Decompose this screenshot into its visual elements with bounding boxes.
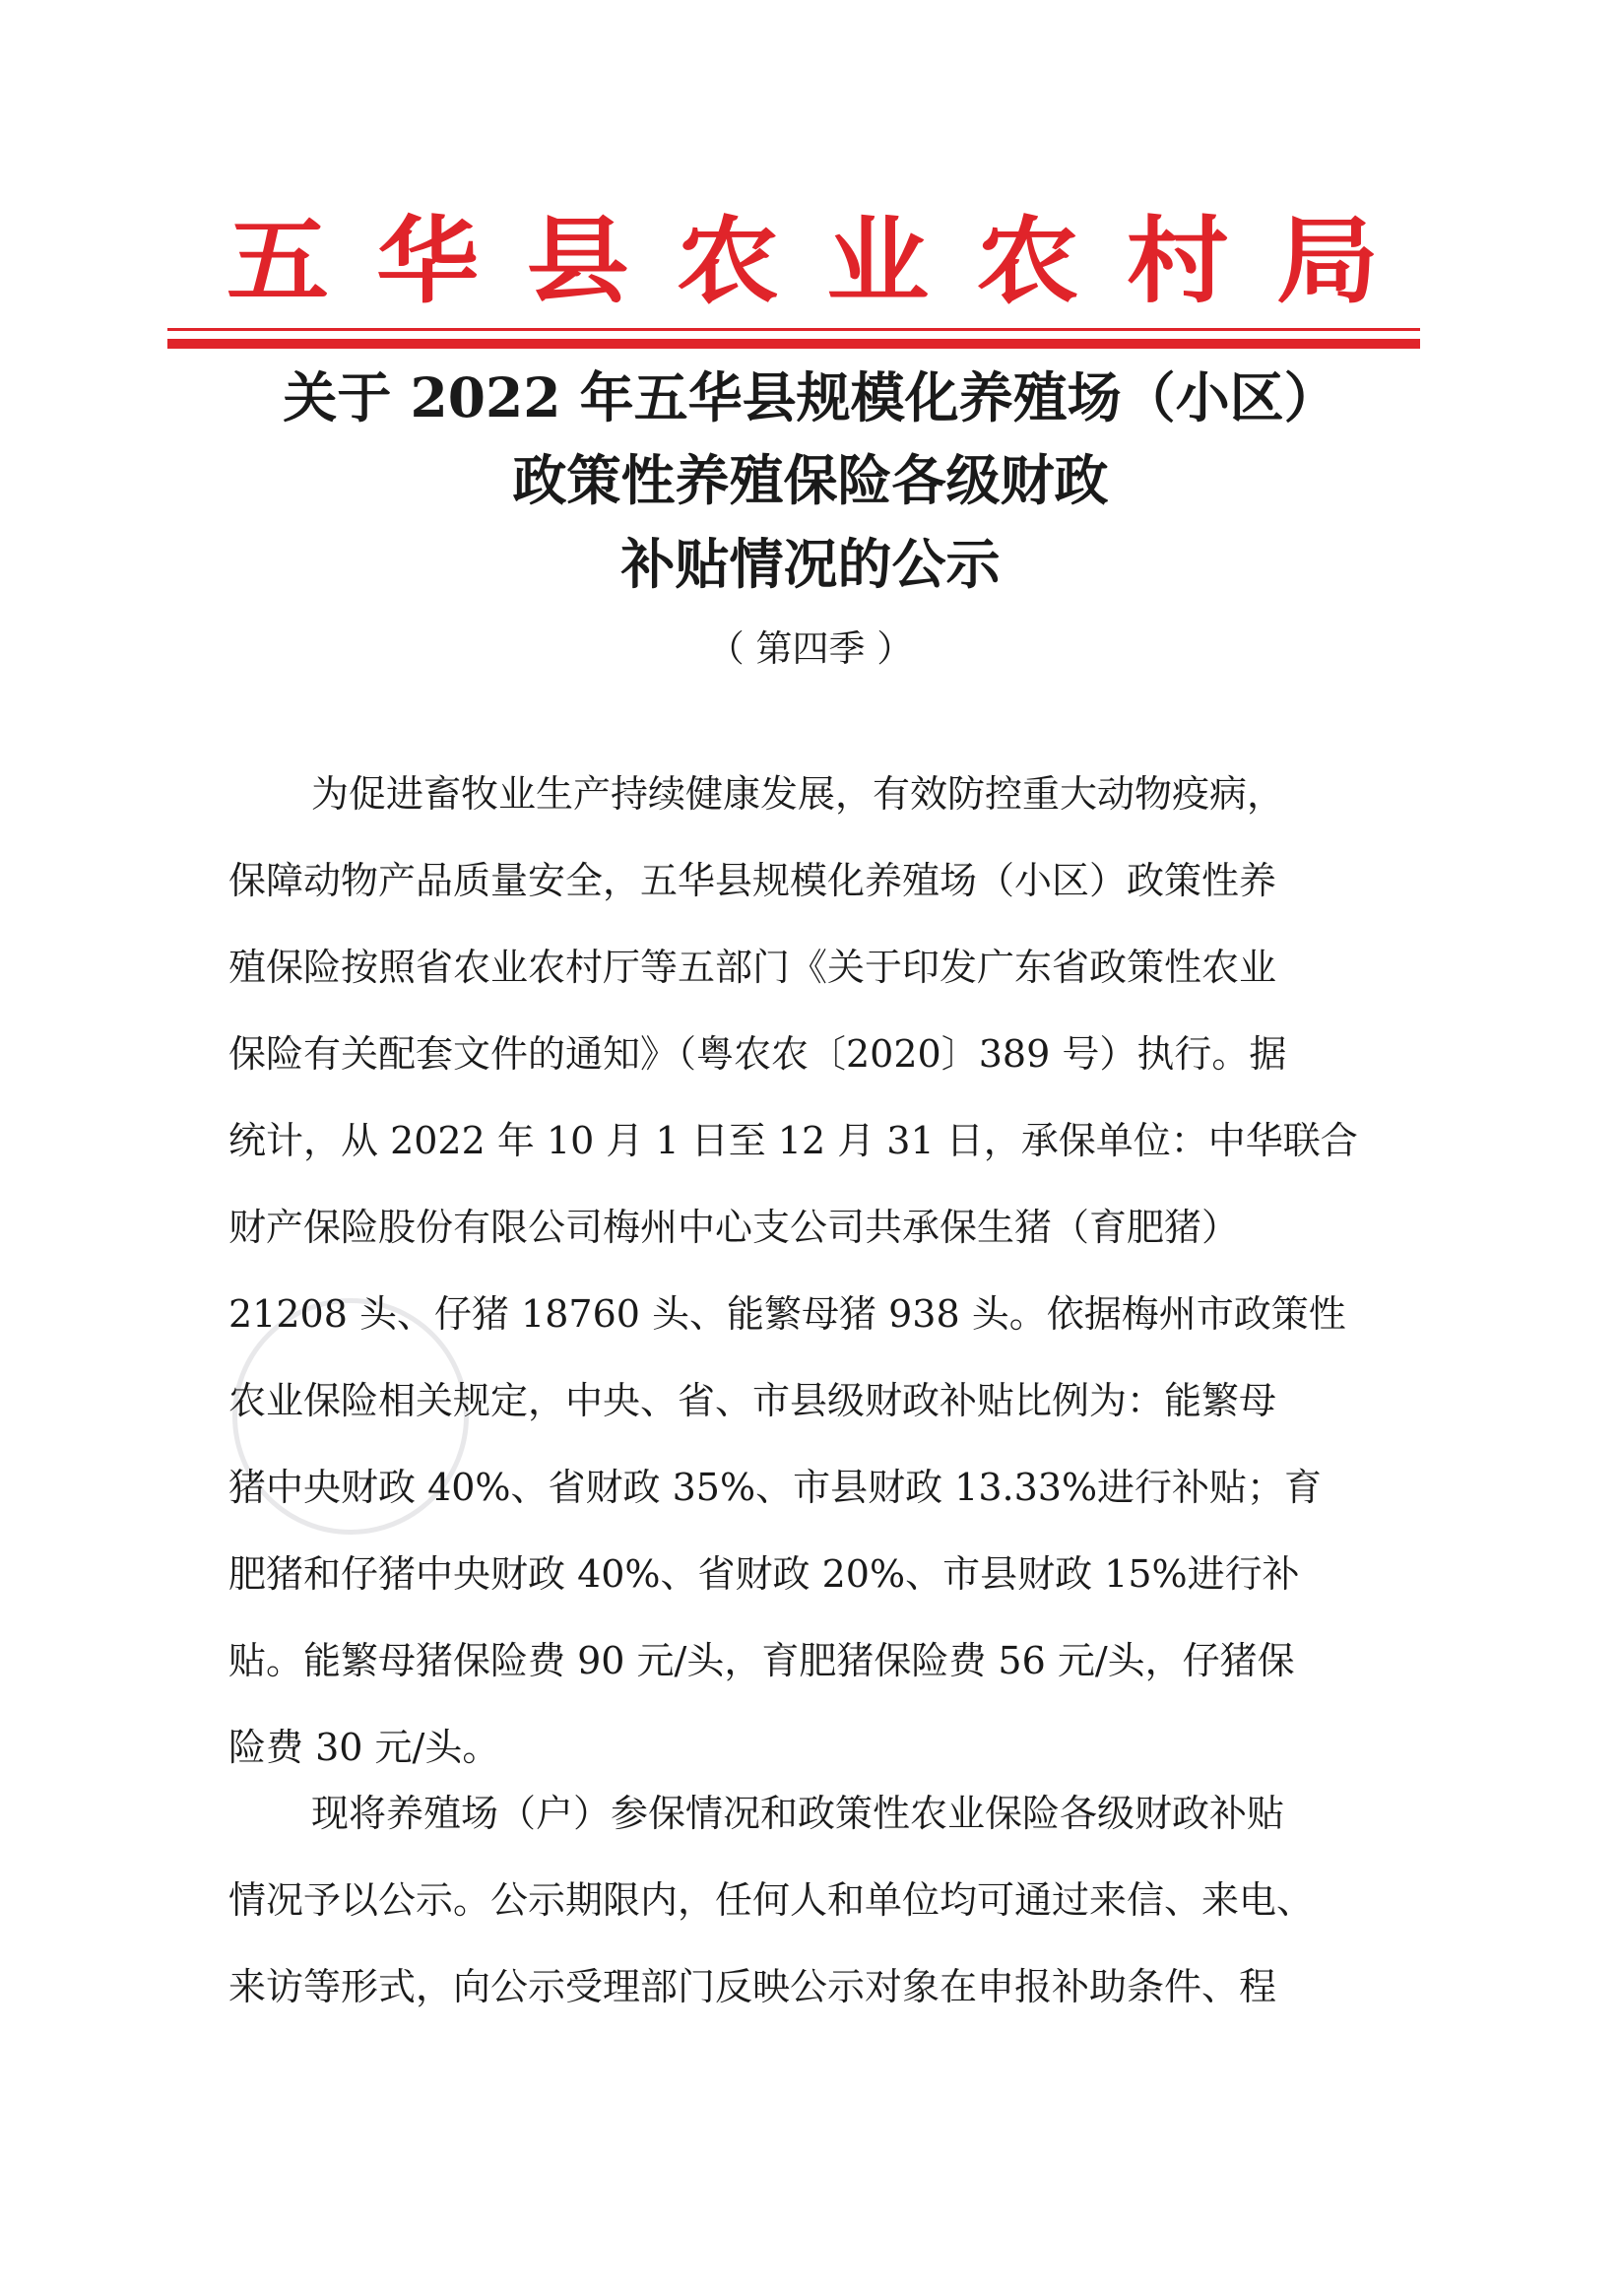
- body-paragraph-1: [228, 751, 1371, 1791]
- document-title-line-2: 政策性养殖保险各级财政: [512, 448, 1109, 512]
- body-paragraph-2: [228, 1770, 1371, 2030]
- paragraph-line: 肥猪和仔猪中央财政 40%、省财政 20%、市县财政 15%进行补: [228, 1552, 1300, 1596]
- org-char: 华: [376, 205, 480, 317]
- org-char: 县: [526, 205, 629, 317]
- paragraph-line: 贴。能繁母猪保险费 90 元/头，育肥猪保险费 56 元/头，仔猪保: [228, 1639, 1295, 1682]
- org-char: 业: [826, 205, 930, 317]
- paragraph-line: 21208 头、仔猪 18760 头、能繁母猪 938 头。依据梅州市政策性: [228, 1292, 1346, 1336]
- document-title-line-3: 补贴情况的公示: [620, 532, 1001, 596]
- header-divider-thick: [167, 339, 1420, 349]
- org-char: 农: [676, 205, 779, 317]
- org-char: 农: [976, 205, 1079, 317]
- paragraph-line: 保险有关配套文件的通知》（粤农农〔2020〕389 号）执行。据: [228, 1032, 1287, 1076]
- document-subtitle: （ 第四季 ）: [707, 627, 914, 670]
- paragraph-line: 为促进畜牧业生产持续健康发展，有效防控重大动物疫病，: [311, 772, 1285, 816]
- paragraph-line: 现将养殖场（户）参保情况和政策性农业保险各级财政补贴: [311, 1792, 1285, 1835]
- paragraph-line: 险费 30 元/头。: [228, 1726, 500, 1769]
- paragraph-line: 来访等形式，向公示受理部门反映公示对象在申报补助条件、程: [228, 1965, 1277, 2008]
- paragraph-line: 猪中央财政 40%、省财政 35%、市县财政 13.33%进行补贴；育: [228, 1466, 1323, 1509]
- org-char: 五: [227, 205, 330, 317]
- org-char: 村: [1126, 205, 1229, 317]
- paragraph-line: 殖保险按照省农业农村厅等五部门《关于印发广东省政策性农业: [228, 946, 1277, 989]
- paragraph-line: 财产保险股份有限公司梅州中心支公司共承保生猪（育肥猪）: [228, 1206, 1240, 1249]
- organization-header: [227, 202, 1379, 320]
- paragraph-line: 情况予以公示。公示期限内，任何人和单位均可通过来信、来电、: [228, 1878, 1315, 1922]
- document-title-line-1: 关于 2022 年五华县规模化养殖场（小区）: [283, 365, 1338, 429]
- paragraph-line: 保障动物产品质量安全，五华县规模化养殖场（小区）政策性养: [228, 859, 1277, 902]
- org-char: 局: [1275, 205, 1379, 317]
- header-divider-thin: [167, 328, 1420, 331]
- paragraph-line: 农业保险相关规定，中央、省、市县级财政补贴比例为：能繁母: [228, 1379, 1277, 1422]
- paragraph-line: 统计，从 2022 年 10 月 1 日至 12 月 31 日，承保单位：中华联合: [228, 1119, 1358, 1162]
